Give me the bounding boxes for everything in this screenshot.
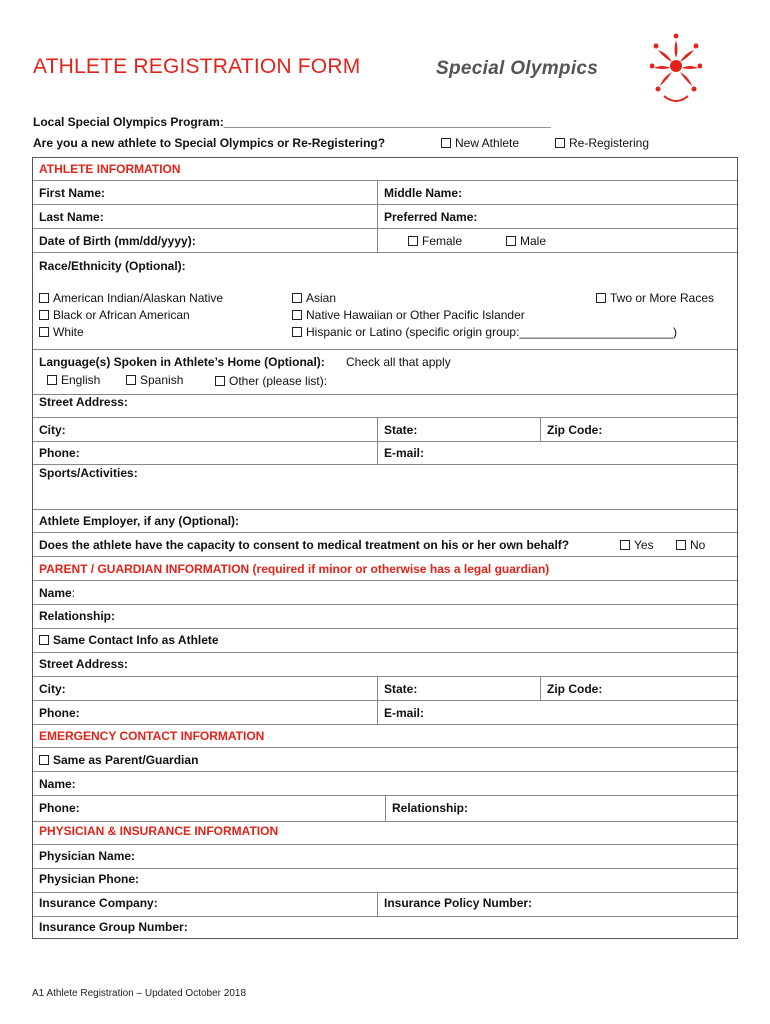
emergency-name-field[interactable]: Name: bbox=[39, 777, 76, 791]
guardian-name-field[interactable]: Name: bbox=[39, 586, 76, 600]
checkbox-icon[interactable] bbox=[292, 327, 302, 337]
race-two-or-more[interactable]: Two or More Races bbox=[596, 291, 714, 305]
checkbox-icon[interactable] bbox=[676, 540, 686, 550]
guardian-phone-field[interactable]: Phone: bbox=[39, 706, 80, 720]
checkbox-icon[interactable] bbox=[408, 236, 418, 246]
checkbox-icon[interactable] bbox=[620, 540, 630, 550]
middle-name-field[interactable]: Middle Name: bbox=[384, 186, 463, 200]
sports-field[interactable]: Sports/Activities: bbox=[39, 466, 138, 480]
checkbox-icon[interactable] bbox=[292, 310, 302, 320]
insurance-policy-field[interactable]: Insurance Policy Number: bbox=[384, 896, 533, 910]
last-name-field[interactable]: Last Name: bbox=[39, 210, 104, 224]
footer-note: A1 Athlete Registration – Updated October 2018 bbox=[32, 988, 247, 999]
athlete-state-field[interactable]: State: bbox=[384, 423, 418, 437]
checkbox-icon[interactable] bbox=[441, 138, 451, 148]
female-option[interactable]: Female bbox=[408, 234, 462, 248]
checkbox-icon[interactable] bbox=[39, 293, 49, 303]
checkbox-icon[interactable] bbox=[292, 293, 302, 303]
brand-wordmark: Special Olympics bbox=[436, 58, 599, 79]
checkbox-icon[interactable] bbox=[596, 293, 606, 303]
checkbox-icon[interactable] bbox=[506, 236, 516, 246]
checkbox-icon[interactable] bbox=[215, 376, 225, 386]
checkbox-icon[interactable] bbox=[126, 375, 136, 385]
athlete-email-field[interactable]: E-mail: bbox=[384, 446, 425, 460]
checkbox-icon[interactable] bbox=[555, 138, 565, 148]
form-title: ATHLETE REGISTRATION FORM bbox=[33, 55, 361, 78]
athlete-zip-field[interactable]: Zip Code: bbox=[547, 423, 603, 437]
guardian-street-field[interactable]: Street Address: bbox=[39, 657, 128, 671]
physician-phone-field[interactable]: Physician Phone: bbox=[39, 872, 140, 886]
first-name-field[interactable]: First Name: bbox=[39, 186, 106, 200]
re-registering-option[interactable]: Re-Registering bbox=[555, 136, 649, 150]
emergency-phone-field[interactable]: Phone: bbox=[39, 801, 80, 815]
guardian-email-field[interactable]: E-mail: bbox=[384, 706, 425, 720]
guardian-section-title: PARENT / GUARDIAN INFORMATION (required if minor or otherwise has a legal guardian) bbox=[39, 562, 550, 576]
special-olympics-logo bbox=[650, 32, 702, 106]
guardian-state-field[interactable]: State: bbox=[384, 682, 418, 696]
consent-question: Does the athlete have the capacity to consent to medical treatment on his or her own behalf? bbox=[39, 538, 570, 552]
checkbox-icon[interactable] bbox=[47, 375, 57, 385]
insurance-company-field[interactable]: Insurance Company: bbox=[39, 896, 158, 910]
registration-form bbox=[32, 157, 738, 939]
physician-name-field[interactable]: Physician Name: bbox=[39, 849, 136, 863]
emergency-relationship-field[interactable]: Relationship: bbox=[392, 801, 469, 815]
checkbox-icon[interactable] bbox=[39, 327, 49, 337]
employer-field[interactable]: Athlete Employer, if any (Optional): bbox=[39, 514, 240, 528]
same-contact-option[interactable]: Same Contact Info as Athlete bbox=[39, 633, 219, 647]
language-label: Language(s) Spoken in Athlete’s Home (Optional): bbox=[39, 355, 325, 369]
checkbox-icon[interactable] bbox=[39, 310, 49, 320]
athlete-city-field[interactable]: City: bbox=[39, 423, 66, 437]
consent-no-option[interactable]: No bbox=[676, 538, 705, 552]
physician-section-title: PHYSICIAN & INSURANCE INFORMATION bbox=[39, 824, 279, 838]
language-english[interactable]: English bbox=[47, 373, 100, 387]
language-other[interactable]: Other (please list): bbox=[215, 374, 327, 388]
male-option[interactable]: Male bbox=[506, 234, 546, 248]
race-american-indian[interactable]: American Indian/Alaskan Native bbox=[39, 291, 223, 305]
race-label: Race/Ethnicity (Optional): bbox=[39, 259, 186, 273]
athlete-street-field[interactable]: Street Address: bbox=[39, 395, 128, 409]
guardian-zip-field[interactable]: Zip Code: bbox=[547, 682, 603, 696]
new-athlete-option[interactable]: New Athlete bbox=[441, 136, 519, 150]
emergency-section-title: EMERGENCY CONTACT INFORMATION bbox=[39, 729, 265, 743]
dob-field[interactable]: Date of Birth (mm/dd/yyyy): bbox=[39, 234, 196, 248]
athlete-section-title: ATHLETE INFORMATION bbox=[39, 162, 181, 176]
race-hawaiian[interactable]: Native Hawaiian or Other Pacific Islander bbox=[292, 308, 525, 322]
guardian-relationship-field[interactable]: Relationship: bbox=[39, 609, 116, 623]
race-black[interactable]: Black or African American bbox=[39, 308, 190, 322]
same-as-parent-option[interactable]: Same as Parent/Guardian bbox=[39, 753, 198, 767]
local-program-label: Local Special Olympics Program:_________________________________________________ bbox=[33, 115, 551, 129]
preferred-name-field[interactable]: Preferred Name: bbox=[384, 210, 478, 224]
checkbox-icon[interactable] bbox=[39, 755, 49, 765]
new-athlete-question: Are you a new athlete to Special Olympics or Re-Registering? bbox=[33, 136, 386, 150]
race-white[interactable]: White bbox=[39, 325, 84, 339]
race-hispanic[interactable]: Hispanic or Latino (specific origin group:_______________________) bbox=[292, 325, 677, 339]
race-asian[interactable]: Asian bbox=[292, 291, 336, 305]
language-note: Check all that apply bbox=[346, 355, 451, 369]
insurance-group-field[interactable]: Insurance Group Number: bbox=[39, 920, 188, 934]
guardian-city-field[interactable]: City: bbox=[39, 682, 66, 696]
checkbox-icon[interactable] bbox=[39, 635, 49, 645]
athlete-phone-field[interactable]: Phone: bbox=[39, 446, 80, 460]
consent-yes-option[interactable]: Yes bbox=[620, 538, 654, 552]
language-spanish[interactable]: Spanish bbox=[126, 373, 183, 387]
